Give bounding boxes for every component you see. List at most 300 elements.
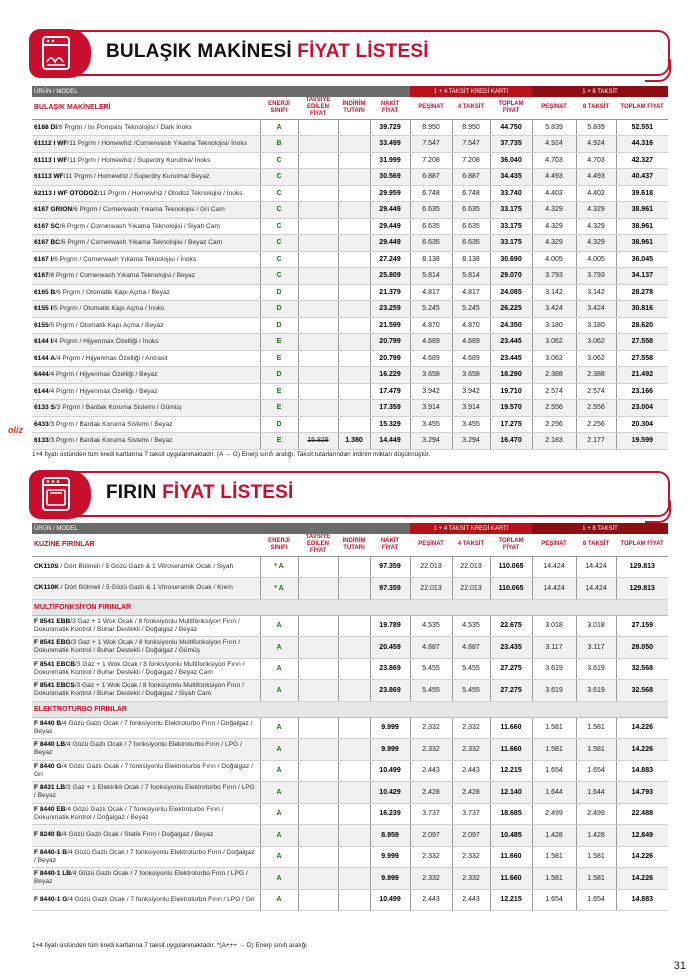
model-cell	[32, 383, 260, 400]
pesinat-2: 14.424	[532, 578, 576, 600]
energy-class: A	[260, 637, 298, 659]
table-row	[32, 658, 668, 680]
recommended-price	[298, 825, 338, 847]
total-2: 38.961	[616, 235, 668, 252]
total-1: 11.660	[490, 717, 532, 739]
energy-class: A	[260, 760, 298, 782]
model-cell	[32, 202, 260, 219]
pesinat-1: 6.138	[410, 251, 452, 268]
table-header	[32, 97, 668, 119]
discount-amount	[338, 367, 370, 384]
energy-class: E	[260, 433, 298, 450]
discount-amount	[338, 218, 370, 235]
pesinat-1: 22.013	[410, 556, 452, 578]
total-2: 14.793	[616, 782, 668, 804]
total-2: 44.316	[616, 136, 668, 153]
model-description: /11 Prgrm / Homewhiz / Superdry Kurutma/ İnoks	[67, 156, 211, 164]
recommended-price	[298, 637, 338, 659]
total-2: 129.813	[616, 578, 668, 600]
total-2: 38.961	[616, 202, 668, 219]
discount-amount	[338, 739, 370, 761]
model-code: F 8541 EBCB	[34, 660, 76, 668]
discount-amount	[338, 846, 370, 868]
model-code: F 8440-1 LB	[34, 870, 72, 878]
model-code: 6133 S	[34, 404, 55, 412]
dishwasher-price-table	[32, 86, 668, 450]
table-row	[32, 136, 668, 153]
energy-class: C	[260, 235, 298, 252]
model-description: /6 Prgrm / Cornerwash Yıkama Teknolojisi / Beyaz Cam	[60, 239, 223, 247]
total-1: 11.660	[490, 739, 532, 761]
discount-amount	[338, 782, 370, 804]
installment-8: 4.924	[576, 136, 616, 153]
total-1: 36.040	[490, 152, 532, 169]
model-cell	[32, 400, 260, 417]
model-cell	[32, 218, 260, 235]
energy-class: A	[260, 868, 298, 890]
energy-class: C	[260, 251, 298, 268]
total-2: 14.883	[616, 889, 668, 911]
model-code: 6167 GRION	[34, 206, 73, 214]
energy-class: E	[260, 350, 298, 367]
pesinat-2: 2.183	[532, 433, 576, 450]
total-2: 14.226	[616, 868, 668, 890]
pesinat-1: 3.737	[410, 803, 452, 825]
pesinat-1: 6.635	[410, 218, 452, 235]
model-description: /4 Gözü Gazlı Ocak / 7 fonksiyonlu Elektroturbo Fırın / Doğalgaz / Beyaz	[34, 719, 253, 735]
total-2: 27.159	[616, 615, 668, 637]
installment-8: 4.329	[576, 202, 616, 219]
table-row	[32, 268, 668, 285]
energy-class: D	[260, 301, 298, 318]
total-2: 40.437	[616, 169, 668, 186]
model-description: /6 Prgrm / Cornerwash Yıkama Teknolojisi / Siyah Cam	[59, 222, 220, 230]
pesinat-2: 4.402	[532, 185, 576, 202]
energy-class: A	[260, 680, 298, 702]
model-description: /3 Gaz + 1 Wok Ocak / 8 fonksiyonlu Multifonksiyon Fırın / Dokunmatik Kontrol / Buhar Destekli / Doğalgaz / Gümüş	[34, 639, 241, 655]
header-inst2: 8 TAKSİT	[576, 534, 616, 556]
header-discount: İNDİRİM TUTARI	[338, 97, 370, 119]
energy-class: A	[260, 739, 298, 761]
table-row	[32, 350, 668, 367]
table-row	[32, 680, 668, 702]
discount-amount	[338, 119, 370, 136]
model-code: F 8440 B	[34, 719, 62, 727]
installment-8: 14.424	[576, 556, 616, 578]
total-1: 11.660	[490, 846, 532, 868]
topbar-plan1: 1 + 4 TAKSİT KREDİ KARTI	[410, 523, 532, 534]
header-total2: TOPLAM FİYAT	[616, 534, 668, 556]
cash-price: 14.449	[370, 433, 410, 450]
cash-price: 9.999	[370, 868, 410, 890]
energy-class: * A	[260, 578, 298, 600]
model-description: / Dört Bölmeli / 5 Gözü Gazlı & 1 Vitroseramik Ocak / Krem	[58, 584, 233, 592]
recommended-price	[298, 367, 338, 384]
discount-amount	[338, 680, 370, 702]
recommended-price	[298, 268, 338, 285]
model-description: /3 Prgrm / Bardak Koruma Sistemi / Beyaz	[48, 437, 173, 445]
model-code: 6144 A	[34, 354, 56, 362]
model-code: F 8431 LB	[34, 784, 66, 792]
cash-price: 17.359	[370, 400, 410, 417]
total-1: 11.660	[490, 868, 532, 890]
recommended-price	[298, 218, 338, 235]
pesinat-2: 1.581	[532, 739, 576, 761]
installment-8: 3.793	[576, 268, 616, 285]
model-code: 61112 I WF	[34, 140, 68, 148]
topbar-plan2: 1 + 8 TAKSİT	[532, 86, 668, 97]
model-code: F 8440 EB	[34, 805, 66, 813]
installment-4: 2.443	[452, 760, 490, 782]
pesinat-1: 2.097	[410, 825, 452, 847]
pesinat-1: 5.245	[410, 301, 452, 318]
model-cell	[32, 169, 260, 186]
discount-amount	[338, 301, 370, 318]
pesinat-2: 3.619	[532, 680, 576, 702]
total-1: 33.175	[490, 235, 532, 252]
recommended-price	[298, 169, 338, 186]
pesinat-2: 4.329	[532, 218, 576, 235]
discount-amount	[338, 556, 370, 578]
model-cell	[32, 268, 260, 285]
model-description: /4 Gözü Gazlı Ocak / 7 fonksiyonlu Elektroturbo Fırın / LPG / Beyaz	[34, 870, 248, 886]
header-recommended: TAVSİYE EDİLEN FİYAT	[298, 534, 338, 556]
model-cell	[32, 760, 260, 782]
model-description: /6 Prgrm / Otomatik Kapı Açma / Beyaz	[55, 288, 170, 296]
recommended-price	[298, 868, 338, 890]
header-category: KUZİNE FIRINLAR	[32, 534, 260, 556]
model-code: F 8541 EBG	[34, 639, 71, 647]
discount-amount	[338, 235, 370, 252]
header-total1: TOPLAM FİYAT	[490, 534, 532, 556]
installment-8: 2.556	[576, 400, 616, 417]
installment-8: 4.005	[576, 251, 616, 268]
total-1: 29.070	[490, 268, 532, 285]
dishwasher-banner	[30, 30, 670, 76]
pesinat-1: 2.332	[410, 846, 452, 868]
model-code: 61113 I WF	[34, 156, 68, 164]
table-row	[32, 556, 668, 578]
header-inst2: 8 TAKSİT	[576, 97, 616, 119]
energy-class: E	[260, 400, 298, 417]
discount-amount	[338, 717, 370, 739]
installment-8: 2.574	[576, 383, 616, 400]
model-code: 6155 I	[34, 305, 53, 313]
table-row	[32, 251, 668, 268]
recommended-price	[298, 301, 338, 318]
discount-amount	[338, 760, 370, 782]
installment-4: 2.443	[452, 889, 490, 911]
cash-price: 27.249	[370, 251, 410, 268]
pesinat-1: 4.687	[410, 637, 452, 659]
total-2: 28.050	[616, 637, 668, 659]
installment-4: 2.332	[452, 846, 490, 868]
side-logo: oliz	[8, 425, 23, 435]
cash-price: 97.359	[370, 556, 410, 578]
oven-banner	[30, 471, 670, 517]
oven-price-table	[32, 523, 668, 911]
oven-icon-box	[29, 470, 91, 519]
model-description: /4 Prgrm / Hijyenmax Özelliği / İnoks	[52, 338, 159, 346]
installment-8: 4.402	[576, 185, 616, 202]
table-row	[32, 152, 668, 169]
installment-4: 4.870	[452, 317, 490, 334]
installment-4: 3.914	[452, 400, 490, 417]
cash-price: 23.869	[370, 658, 410, 680]
installment-8: 2.256	[576, 416, 616, 433]
model-cell	[32, 868, 260, 890]
banner-tail	[645, 60, 671, 82]
header-pesinat2: PEŞİNAT	[532, 97, 576, 119]
table-row	[32, 782, 668, 804]
installment-4: 22.013	[452, 556, 490, 578]
table-row	[32, 185, 668, 202]
cash-price: 23.869	[370, 680, 410, 702]
total-1: 12.215	[490, 760, 532, 782]
energy-class: A	[260, 717, 298, 739]
recommended-price	[298, 889, 338, 911]
total-1: 33.740	[490, 185, 532, 202]
cash-price: 20.799	[370, 334, 410, 351]
recommended-price	[298, 400, 338, 417]
energy-class: D	[260, 284, 298, 301]
pesinat-1: 4.535	[410, 615, 452, 637]
discount-amount	[338, 334, 370, 351]
energy-class: A	[260, 803, 298, 825]
total-2: 34.137	[616, 268, 668, 285]
model-code: 6433	[34, 420, 49, 428]
recommended-price	[298, 680, 338, 702]
installment-8: 1.581	[576, 846, 616, 868]
recommended-price	[298, 760, 338, 782]
installment-4: 5.455	[452, 680, 490, 702]
pesinat-2: 1.581	[532, 868, 576, 890]
total-2: 12.849	[616, 825, 668, 847]
energy-class: A	[260, 825, 298, 847]
model-code: 62113 I WF OTODOZ	[34, 189, 98, 197]
recommended-price	[298, 317, 338, 334]
pesinat-2: 5.839	[532, 119, 576, 136]
table-row	[32, 637, 668, 659]
pesinat-1: 22.013	[410, 578, 452, 600]
table-row	[32, 433, 668, 450]
pesinat-1: 3.914	[410, 400, 452, 417]
table-row	[32, 301, 668, 318]
total-2: 14.883	[616, 760, 668, 782]
installment-8: 4.493	[576, 169, 616, 186]
installment-4: 4.817	[452, 284, 490, 301]
discount-amount	[338, 136, 370, 153]
cash-price: 20.799	[370, 350, 410, 367]
discount-amount	[338, 803, 370, 825]
header-category: BULAŞIK MAKİNELERİ	[32, 97, 260, 119]
model-code: F 8440 LB	[34, 741, 66, 749]
pesinat-2: 1.581	[532, 846, 576, 868]
model-cell	[32, 739, 260, 761]
model-code: 6167	[34, 272, 49, 280]
header-energy: ENERJİ SINIFI	[260, 97, 298, 119]
installment-4: 8.950	[452, 119, 490, 136]
installment-8: 1.581	[576, 739, 616, 761]
total-2: 39.618	[616, 185, 668, 202]
pesinat-2: 14.424	[532, 556, 576, 578]
installment-4: 3.294	[452, 433, 490, 450]
discount-amount	[338, 658, 370, 680]
cash-price: 30.569	[370, 169, 410, 186]
total-2: 38.961	[616, 218, 668, 235]
installment-8: 2.499	[576, 803, 616, 825]
pesinat-1: 6.635	[410, 202, 452, 219]
total-2: 27.558	[616, 334, 668, 351]
recommended-price	[298, 615, 338, 637]
total-1: 34.435	[490, 169, 532, 186]
recommended-price	[298, 119, 338, 136]
table-row	[32, 760, 668, 782]
energy-class: B	[260, 136, 298, 153]
cash-price: 15.329	[370, 416, 410, 433]
model-cell	[32, 119, 260, 136]
energy-class: C	[260, 218, 298, 235]
model-cell	[32, 334, 260, 351]
total-1: 16.470	[490, 433, 532, 450]
banner-tail	[645, 501, 671, 523]
pesinat-1: 8.950	[410, 119, 452, 136]
pesinat-2: 3.424	[532, 301, 576, 318]
pesinat-1: 3.658	[410, 367, 452, 384]
model-description: /4 Prgrm / Hijyenmax Özelliği / Beyaz	[48, 387, 158, 395]
cash-price: 8.959	[370, 825, 410, 847]
page-number: 31	[673, 960, 686, 972]
model-cell	[32, 578, 260, 600]
pesinat-2: 4.329	[532, 202, 576, 219]
total-1: 110.065	[490, 578, 532, 600]
pesinat-1: 2.428	[410, 782, 452, 804]
pesinat-1: 5.455	[410, 658, 452, 680]
model-description: /3 Prgrm / Bardak Koruma Sistemi / Gümüş	[54, 404, 182, 412]
total-2: 22.488	[616, 803, 668, 825]
table-row	[32, 578, 668, 600]
model-code: 6188 DI	[34, 123, 58, 131]
total-1: 12.215	[490, 889, 532, 911]
pesinat-1: 3.942	[410, 383, 452, 400]
installment-4: 5.455	[452, 658, 490, 680]
discount-amount	[338, 416, 370, 433]
pesinat-1: 2.332	[410, 717, 452, 739]
installment-4: 3.942	[452, 383, 490, 400]
recommended-price	[298, 202, 338, 219]
total-2: 42.327	[616, 152, 668, 169]
model-cell	[32, 615, 260, 637]
total-1: 23.445	[490, 350, 532, 367]
pesinat-2: 1.581	[532, 717, 576, 739]
pesinat-1: 5.814	[410, 268, 452, 285]
installment-4: 7.208	[452, 152, 490, 169]
cash-price: 9.999	[370, 846, 410, 868]
header-pesinat2: PEŞİNAT	[532, 534, 576, 556]
total-1: 23.445	[490, 334, 532, 351]
total-2: 14.226	[616, 739, 668, 761]
table-row	[32, 119, 668, 136]
discount-amount	[338, 317, 370, 334]
model-cell	[32, 680, 260, 702]
discount-amount	[338, 868, 370, 890]
installment-4: 3.455	[452, 416, 490, 433]
installment-8: 1.581	[576, 868, 616, 890]
installment-8: 3.018	[576, 615, 616, 637]
installment-4: 6.138	[452, 251, 490, 268]
cash-price: 19.789	[370, 615, 410, 637]
model-description: /4 Gözü Gazlı Ocak / 7 fonksiyonlu Elektroturbo Fırın / Doğalgaz / Gri	[34, 762, 253, 778]
model-description: /3 Gaz + 1 Wok Ocak / 8 fonksiyonlu Multifonksiyon Fırın / Dokunmatik Kontrol / Buhar Destekli / Doğalgaz / Beyaz	[34, 617, 240, 633]
table-row	[32, 284, 668, 301]
total-1: 18.290	[490, 367, 532, 384]
header-cash: NAKİT FİYAT	[370, 97, 410, 119]
installment-8: 4.329	[576, 218, 616, 235]
cash-price: 97.359	[370, 578, 410, 600]
installment-8: 5.839	[576, 119, 616, 136]
pesinat-1: 2.332	[410, 868, 452, 890]
installment-4: 4.535	[452, 615, 490, 637]
model-cell	[32, 556, 260, 578]
energy-class: A	[260, 119, 298, 136]
cash-price: 29.449	[370, 202, 410, 219]
recommended-price	[298, 185, 338, 202]
model-description: /6 Prgrm / Cornerwash Yıkama Teknolojisi / Beyaz	[48, 272, 196, 280]
total-2: 19.599	[616, 433, 668, 450]
table-header	[32, 534, 668, 556]
total-2: 52.551	[616, 119, 668, 136]
total-2: 14.226	[616, 717, 668, 739]
recommended-price	[298, 334, 338, 351]
model-description: /4 Gözü Gazlı Ocak / 7 fonksiyonlu Elektroturbo Fırın / Doğalgaz / Beyaz	[34, 848, 255, 864]
cash-price: 29.959	[370, 185, 410, 202]
header-inst1: 4 TAKSİT	[452, 97, 490, 119]
installment-8: 1.644	[576, 782, 616, 804]
model-cell	[32, 889, 260, 911]
table-row	[32, 169, 668, 186]
topbar-plan2: 1 + 8 TAKSİT	[532, 523, 668, 534]
installment-8: 3.142	[576, 284, 616, 301]
discount-amount	[338, 578, 370, 600]
discount-amount	[338, 383, 370, 400]
installment-8: 3.180	[576, 317, 616, 334]
recommended-price	[298, 739, 338, 761]
installment-8: 3.117	[576, 637, 616, 659]
cash-price: 29.449	[370, 218, 410, 235]
model-description: /6 Prgrm / Cornerwash Yıkama Teknolojisi / İnoks	[52, 255, 197, 263]
recommended-price	[298, 556, 338, 578]
total-1: 33.175	[490, 202, 532, 219]
pesinat-2: 4.329	[532, 235, 576, 252]
table-row	[32, 739, 668, 761]
model-code: 6167 BC	[34, 239, 61, 247]
table-row	[32, 889, 668, 911]
energy-class: E	[260, 383, 298, 400]
installment-8: 3.424	[576, 301, 616, 318]
model-code: CK110K	[34, 584, 59, 592]
installment-4: 6.887	[452, 169, 490, 186]
pesinat-2: 4.493	[532, 169, 576, 186]
total-1: 27.275	[490, 680, 532, 702]
model-code: 6144 I	[34, 338, 53, 346]
recommended-price	[298, 152, 338, 169]
total-2: 32.568	[616, 658, 668, 680]
installment-8: 2.388	[576, 367, 616, 384]
pesinat-1: 2.332	[410, 739, 452, 761]
pesinat-2: 1.428	[532, 825, 576, 847]
total-2: 28.278	[616, 284, 668, 301]
pesinat-2: 3.117	[532, 637, 576, 659]
